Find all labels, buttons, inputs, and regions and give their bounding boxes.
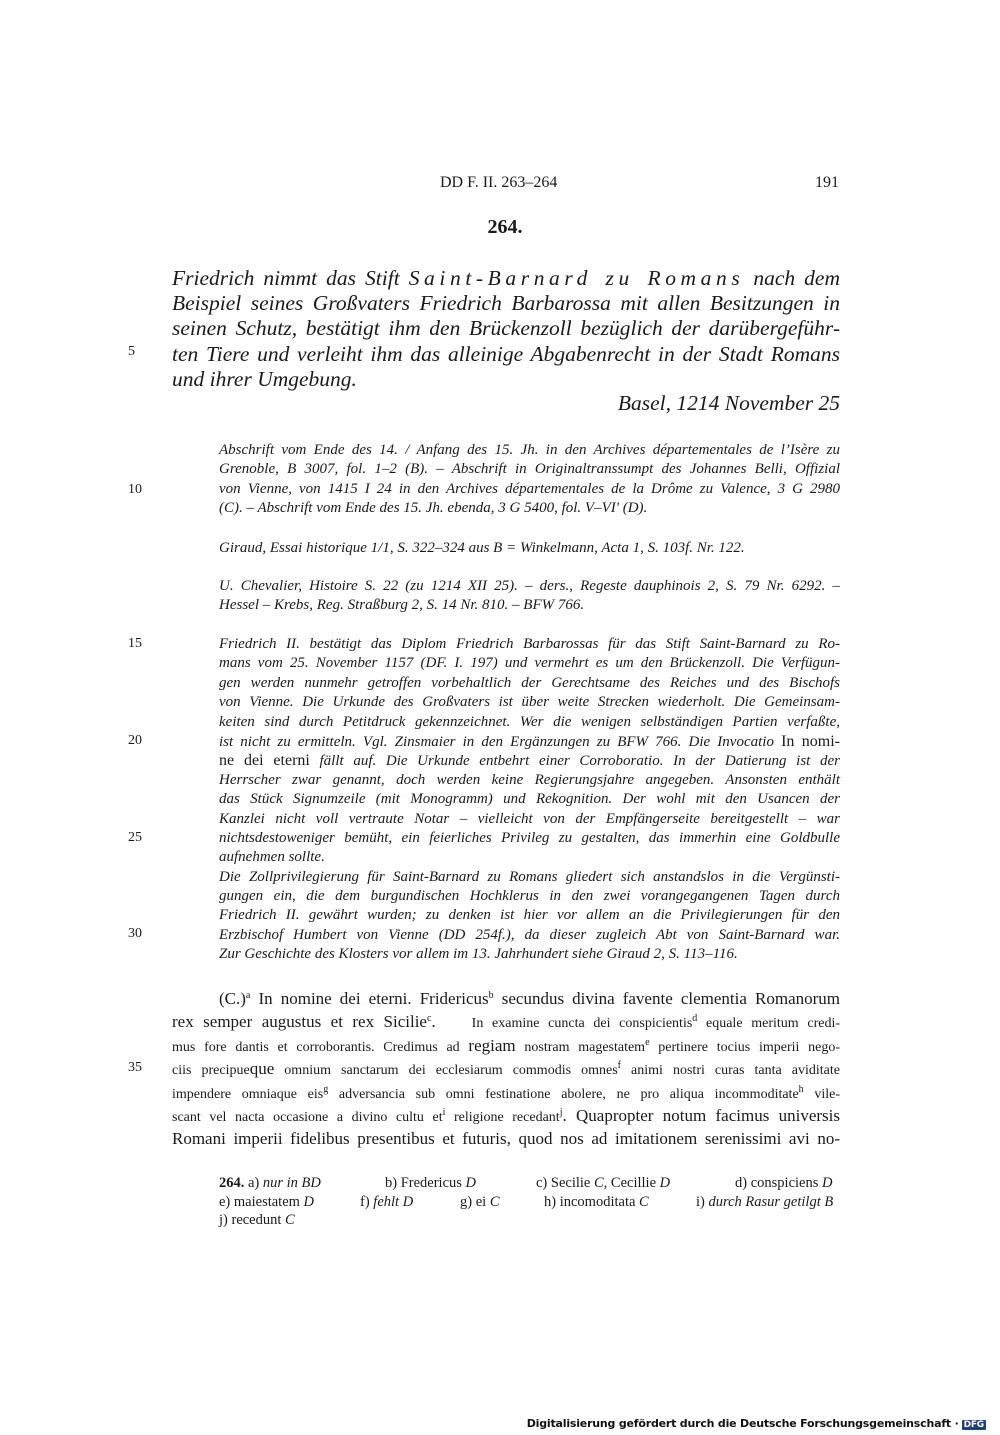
note-line: aufnehmen sollte.: [219, 849, 325, 866]
text-run: .: [431, 1012, 436, 1032]
regest: [172, 266, 840, 392]
regest-line: [172, 266, 840, 291]
petit-text: pertinere tocius imperii nego-: [649, 1039, 840, 1055]
text-line: [172, 1104, 840, 1127]
text-line: [172, 1081, 840, 1104]
line-number: 35: [128, 1060, 142, 1075]
note-line: Hessel – Krebs, Reg. Straßburg 2, S. 14 Nr. 810. – BFW 766.: [219, 597, 585, 614]
line-number: 10: [128, 482, 142, 497]
footnote-mark: f: [617, 1060, 621, 1072]
transmission-note: [219, 441, 840, 519]
footnote-mark: g): [460, 1193, 473, 1210]
footnote-h: [544, 1193, 649, 1212]
note-line: keiten sind durch Petitdruck gekennzeichnet. Wer die wenigen selbständigen Partien verfaßte,: [219, 713, 840, 730]
footnote-text: maiestatem: [233, 1193, 300, 1210]
text-line: Romani imperii fidelibus presentibus et futuris, quod nos ad imitationem serenissimi avi no-: [172, 1129, 840, 1149]
footnote-mark: a): [248, 1175, 260, 1191]
petit-text: impendere omniaque eis: [172, 1086, 324, 1102]
footnote-mark: b: [488, 990, 494, 1001]
footnote-d: [735, 1174, 832, 1193]
petit-text: scant vel nacta occasione a divino cultu et: [172, 1109, 443, 1125]
footnote-sigle: D: [659, 1175, 671, 1191]
petit-text: ciis precipue: [172, 1063, 250, 1079]
footnote-mark: j): [219, 1212, 228, 1228]
footnote-mark: g: [323, 1083, 329, 1095]
footnote-text: Cecillie: [610, 1175, 656, 1191]
footnote-mark: c: [426, 1013, 432, 1025]
footnote-label: 264.: [219, 1175, 245, 1191]
footnote-text: recedunt: [231, 1212, 282, 1228]
footnote-mark: f): [360, 1193, 370, 1210]
footnote-text: conspiciens: [750, 1175, 819, 1191]
petit-text: vile-: [803, 1086, 841, 1102]
footnote-mark: b): [385, 1175, 398, 1191]
note-text: fällt auf. Die Urkunde entbehrt einer Corroboratio. In der Datierung ist der: [309, 753, 840, 770]
footnote-text: nur in BD: [262, 1175, 321, 1191]
note-line: Erzbischof Humbert von Vienne (DD 254f.), da dieser zugleich Abt von Saint-Barnard war.: [219, 926, 840, 943]
note-line: nichtsdestoweniger bemüht, ein feierliches Privileg zu gestalten, das immerhin eine Goldbulle: [219, 829, 840, 846]
footnote-e: [219, 1193, 314, 1212]
text-run: secundus divina favente clementia Romanorum: [493, 989, 840, 1008]
footnote-sigle: C: [489, 1193, 500, 1210]
note-line: Grenoble, B 3007, fol. 1–2 (B). – Abschrift in Originaltranssumpt des Johannes Belli, Offizial: [219, 461, 840, 478]
text-run: (C.): [219, 989, 246, 1008]
note-text: ist nicht zu ermitteln. Vgl. Zinsmaier in den Ergänzungen zu BFW 766. Die Invocatio: [219, 733, 782, 750]
note-line: Herrscher zwar genannt, doch werden keine Regierungsjahre angegeben. Ansonsten enthält: [219, 771, 840, 788]
regest-line: und ihrer Umgebung.: [172, 366, 357, 391]
note-line: Abschrift vom Ende des 14. / Anfang des 15. Jh. in den Archives départementales de l’Isère zu: [219, 442, 840, 458]
petit-text: nostram magestatem: [515, 1039, 646, 1055]
note-line: Friedrich II. bestätigt das Diplom Friedrich Barbarossas für das Stift Saint-Barnard zu Ro-: [219, 636, 840, 652]
footnote-mark: h): [544, 1193, 557, 1210]
footnote-g: [460, 1193, 499, 1212]
regest-text: Friedrich nimmt das Stift: [172, 266, 409, 290]
regest-line: Beispiel seines Großvaters Friedrich Barbarossa mit allen Besitzungen in: [172, 291, 840, 316]
editions-note: [219, 539, 840, 558]
issue-date: Basel, 1214 November 25: [617, 391, 840, 415]
line-number: 30: [128, 926, 142, 941]
footnote-sigle: C: [285, 1212, 295, 1228]
footnote-j: [219, 1211, 295, 1230]
text-line: [172, 1034, 840, 1057]
note-line: Friedrich II. gewährt wurden; zu denken ist hier vor allem an die Privilegierungen für den: [219, 907, 840, 924]
petit-text: omnium sanctarum dei ecclesiarum commodis omnes: [274, 1063, 618, 1079]
regest-line: ten Tiere und verleiht ihm das alleinige Abgabenrecht in der Stadt Romans: [172, 341, 840, 366]
text-line: [172, 987, 840, 1010]
line-number: 20: [128, 733, 142, 748]
charter-text: [172, 987, 840, 1151]
credit-text: Digitalisierung gefördert durch die Deutsche Forschungsgemeinschaft ·: [526, 1417, 959, 1430]
footnote-mark: i): [696, 1193, 705, 1210]
note-line: (C). – Abschrift vom Ende des 15. Jh. ebenda, 3 G 5400, fol. V–VI' (D).: [219, 500, 648, 517]
note-line: Zur Geschichte des Klosters vor allem im 13. Jahrhundert siehe Giraud 2, S. 113–116.: [219, 946, 738, 963]
funding-credit: [527, 1417, 986, 1430]
quoted-invocatio: In nomi-: [781, 732, 841, 750]
petit-text: animi nostri curas tanta aviditate: [620, 1063, 840, 1079]
footnote-text: fehlt D: [373, 1193, 414, 1210]
footnote-b: [385, 1174, 476, 1193]
text-line: [172, 1010, 840, 1033]
line-number: 5: [128, 344, 135, 359]
note-line: [219, 732, 840, 751]
text-run: In nomine dei eterni. Fridericus: [250, 989, 489, 1008]
regesta-note: [219, 577, 840, 616]
document-number: 264.: [487, 216, 523, 238]
footnote-c: [536, 1174, 670, 1193]
note-line: [219, 751, 840, 770]
footnote-mark: d): [735, 1175, 748, 1191]
line-number: 15: [128, 636, 142, 651]
note-line: von Vienne. Die Urkunde des Großvaters ist über weite Strecken wiederholt. Die Gemeinsam-: [219, 694, 840, 711]
text-run: regiam: [468, 1035, 516, 1055]
note-line: Giraud, Essai historique 1/1, S. 322–324 aus B = Winkelmann, Acta 1, S. 103f. Nr. 122.: [219, 540, 745, 556]
note-line: das Stück Signumzeile (mit Monogramm) und Rekognition. Der wohl mit den Usancen der: [219, 791, 840, 808]
petit-text: In examine cuncta dei conspicientis: [471, 1016, 693, 1032]
footnote-text: durch Rasur getilgt B: [708, 1193, 834, 1210]
footnote-sigle: D: [822, 1175, 833, 1191]
note-line: Die Zollprivilegierung für Saint-Barnard zu Romans gliedert sich anstandslos in die Vergünsti-: [219, 868, 840, 885]
quoted-invocatio: ne dei eterni: [219, 752, 310, 770]
footnote-row: [219, 1174, 840, 1193]
footnote-mark: e): [219, 1193, 231, 1210]
footnote-text: incomoditata: [559, 1193, 636, 1210]
note-line: gungen ein, die dem burgundischen Hochklerus in den zwei vorangegangenen Tagen durch: [219, 888, 840, 905]
regest-text: nach dem: [744, 266, 840, 290]
place-name: Saint-Barnard zu Romans: [408, 266, 745, 290]
text-run: que: [249, 1059, 275, 1079]
regest-line: seinen Schutz, bestätigt ihm den Brückenzoll bezüglich der darübergeführ-: [172, 316, 840, 341]
footnote-mark: h: [798, 1083, 804, 1095]
text-run: . Quapropter notum facimus universis: [562, 1105, 841, 1125]
footnote-row: [219, 1211, 840, 1230]
footnote-mark: c): [536, 1175, 548, 1191]
page-number: 191: [815, 174, 839, 191]
line-number: 25: [128, 830, 142, 845]
footnote-a: [219, 1174, 321, 1193]
footnote-row: [219, 1193, 840, 1212]
note-line: von Vienne, von 1415 I 24 in den Archives départementales de la Drôme zu Valence, 3 G 2980: [219, 480, 840, 497]
note-line: gen werden nunmehr getroffen vorbehaltlich der Gerechtsame des Reiches und des Bischofs: [219, 674, 840, 691]
footnote-mark: d: [692, 1013, 698, 1025]
footnote-mark: i: [442, 1106, 446, 1118]
footnote-text: Secilie: [550, 1175, 591, 1191]
petit-text: equale meritum credi-: [697, 1016, 841, 1032]
footnote-sigle: C: [639, 1193, 649, 1210]
petit-text: religione recedant: [445, 1109, 560, 1125]
footnote-text: ei: [475, 1193, 487, 1210]
text-line: [172, 1057, 840, 1080]
footnote-sigle: C,: [593, 1175, 608, 1191]
text-run: rex semper augustus et rex Sicilie: [172, 1012, 427, 1032]
footnote-sigle: D: [465, 1175, 477, 1191]
petit-text: mus fore dantis et corroborantis. Credimus ad: [172, 1039, 469, 1055]
note-line: U. Chevalier, Histoire S. 22 (zu 1214 XII 25). – ders., Regeste dauphinois 2, S. 79 Nr. 6292. –: [219, 578, 840, 594]
footnote-text: Fredericus: [400, 1175, 462, 1191]
footnote-i: [696, 1193, 833, 1212]
note-line: mans vom 25. November 1157 (DF. I. 197) und vermehrt es um den Brückenzoll. Die Verfügun-: [219, 655, 840, 672]
running-head: DD F. II. 263–264: [440, 174, 558, 191]
footnotes: [219, 1174, 840, 1230]
petit-text: adversancia sub omni festinatione abolere, ne pro aliqua incommoditate: [328, 1086, 799, 1102]
footnote-f: [360, 1193, 413, 1212]
note-line: Kanzlei nicht voll vertraute Notar – vielleicht von der Empfängerseite bereitgestellt – war: [219, 810, 840, 827]
footnote-mark: a: [245, 990, 251, 1001]
dfg-logo: DFG: [963, 1420, 984, 1430]
footnote-mark: j: [559, 1106, 563, 1118]
commentary: [219, 635, 840, 965]
footnote-sigle: D: [303, 1193, 315, 1210]
footnote-mark: e: [645, 1036, 650, 1048]
